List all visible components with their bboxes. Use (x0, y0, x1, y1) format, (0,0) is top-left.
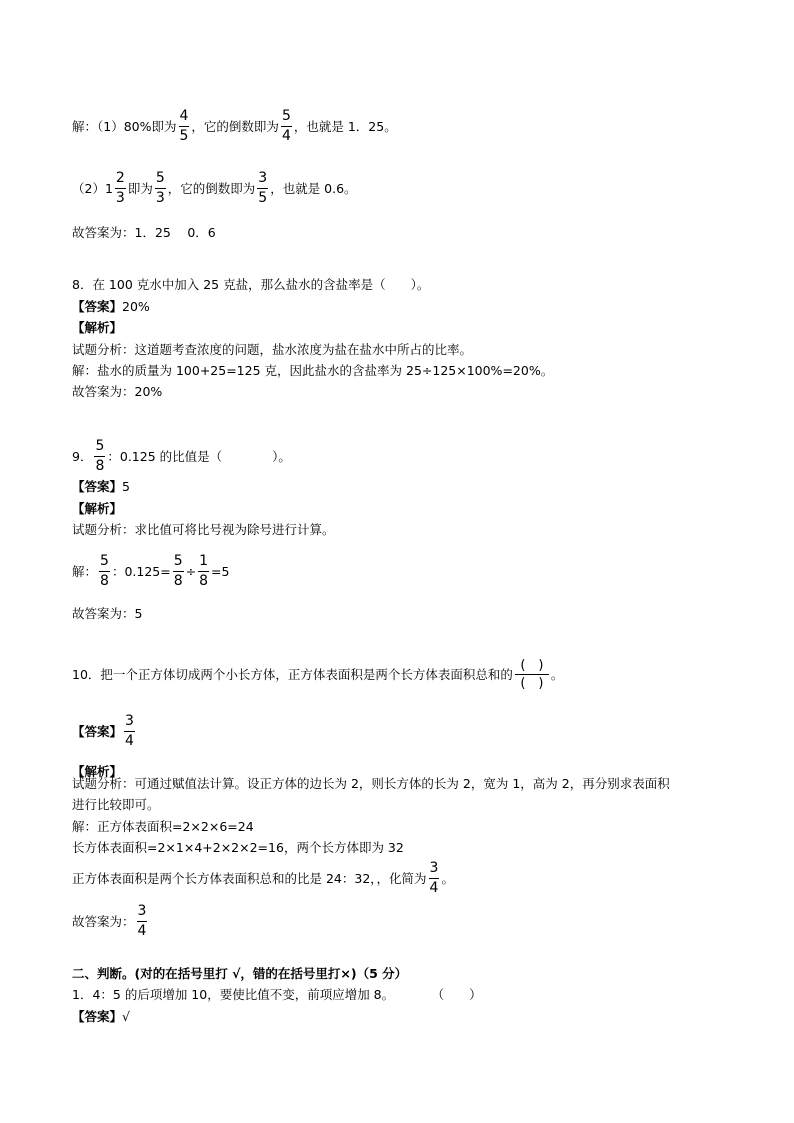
text: （2）1 (72, 180, 113, 196)
denominator: 4 (137, 923, 147, 939)
analysis-label-8: 【解析】 (72, 320, 123, 335)
numerator: 5 (173, 553, 183, 569)
answer-line-8 (72, 297, 150, 317)
check-mark: √ (122, 1009, 130, 1024)
answer-value: 20% (122, 299, 150, 314)
analysis-8: 试题分析：这道题考查浓度的问题，盐水浓度为盐在盐水中所占的比率。 (72, 342, 473, 357)
final-answer-7: 故答案为：1．25 0．6 (72, 225, 216, 240)
text: ：0.125= (111, 563, 171, 579)
final-answer-8: 故答案为：20% (72, 384, 163, 399)
analysis-10-line-1: 试题分析：可通过赋值法计算。设正方体的边长为 2，则长方体的长为 2，宽为 1，高为 2，再分别求表面积 (72, 776, 670, 791)
fraction (173, 553, 184, 590)
denominator: 5 (179, 128, 189, 144)
text: 10．把一个正方体切成两个小长方体，正方体表面积是两个长方体表面积总和的 (72, 666, 513, 682)
solution-line-1 (72, 108, 397, 145)
denominator: 5 (258, 190, 268, 206)
answer-label: 【答案】 (72, 299, 123, 314)
text: ：0.125 的比值是（ ）。 (107, 448, 291, 464)
answer-value: 5 (122, 479, 130, 494)
numerator: 3 (258, 170, 268, 186)
fraction (198, 553, 209, 590)
final-answer-10 (72, 903, 149, 940)
denominator: 4 (125, 733, 134, 749)
denominator: 3 (155, 190, 165, 206)
analysis-label-10: 【解析】 (72, 764, 123, 779)
question-10 (72, 658, 563, 691)
text: ，也就是 1．25。 (293, 118, 397, 134)
solution-10-line-1: 解：正方体表面积=2×2×6=24 (72, 819, 254, 834)
solution-10-line-2: 长方体表面积=2×1×4+2×2×2=16，两个长方体即为 32 (72, 840, 404, 855)
fraction (124, 713, 135, 750)
text: 即为 (127, 180, 153, 196)
numerator: 5 (281, 108, 291, 124)
numerator: 2 (115, 170, 125, 186)
text: 正方体表面积是两个长方体表面积总和的比是 24：32，，化简为 (72, 870, 427, 886)
analysis-10-line-2: 进行比较即可。 (72, 797, 160, 812)
text: 。 (441, 870, 454, 886)
fraction (179, 108, 190, 145)
numerator: 3 (125, 713, 134, 729)
text: ，它的倒数即为 (191, 118, 279, 134)
denominator: 8 (173, 573, 183, 589)
fraction (281, 108, 292, 145)
denominator: 8 (199, 573, 209, 589)
answer-line-10 (72, 713, 137, 750)
numerator: 3 (137, 903, 147, 919)
denominator: 8 (100, 573, 109, 589)
fraction (429, 860, 440, 897)
fraction (257, 170, 268, 207)
answer-label: 【答案】 (72, 1009, 123, 1024)
fraction (137, 903, 148, 940)
denominator: 8 (95, 458, 105, 474)
text: ，也就是 0.6。 (270, 180, 357, 196)
solution-9 (72, 553, 229, 590)
text: ÷ (185, 563, 197, 579)
numerator: 5 (100, 553, 109, 569)
fraction (115, 170, 126, 207)
numerator: 1 (199, 553, 209, 569)
fraction (94, 438, 105, 475)
solution-8: 解：盐水的质量为 100+25=125 克，因此盐水的含盐率为 25÷125×100%=20%。 (72, 363, 554, 378)
section-heading: 二、判断。(对的在括号里打 √，错的在括号里打×)（5 分） (72, 966, 408, 981)
solution-10-line-3 (72, 860, 454, 897)
answer-line-9 (72, 477, 130, 497)
final-answer-9: 故答案为：5 (72, 606, 143, 621)
solution-line-2 (72, 170, 357, 207)
text: 解： (72, 563, 98, 579)
denominator: 4 (429, 880, 439, 896)
numerator: 4 (179, 108, 189, 124)
numerator: 3 (429, 860, 439, 876)
analysis-9: 试题分析：求比值可将比号视为除号进行计算。 (72, 522, 335, 537)
numerator: 5 (95, 438, 105, 454)
question-8: 8．在 100 克水中加入 25 克盐，那么盐水的含盐率是（ ）。 (72, 277, 430, 292)
analysis-label-9: 【解析】 (72, 501, 123, 516)
text: 故答案为： (72, 913, 135, 929)
fraction (155, 170, 166, 207)
answer-label: 【答案】 (72, 723, 123, 739)
judge-answer-1 (72, 1007, 130, 1027)
blank-fraction (515, 658, 549, 691)
answer-label: 【答案】 (72, 479, 123, 494)
denominator: 4 (281, 128, 291, 144)
question-number: 9． (72, 448, 93, 464)
text: 解：（1）80%即为 (72, 118, 177, 134)
question-9 (72, 438, 291, 475)
numerator: 5 (155, 170, 165, 186)
denominator: 3 (115, 190, 125, 206)
text: =5 (211, 563, 230, 579)
text: 。 (550, 666, 564, 682)
fraction (99, 553, 110, 590)
blank-numerator: ( ) (520, 658, 544, 673)
judge-question-1: 1．4：5 的后项增加 10，要使比值不变，前项应增加 8。 （ ） (72, 987, 482, 1002)
text: ，它的倒数即为 (167, 180, 256, 196)
blank-denominator: ( ) (520, 676, 544, 691)
